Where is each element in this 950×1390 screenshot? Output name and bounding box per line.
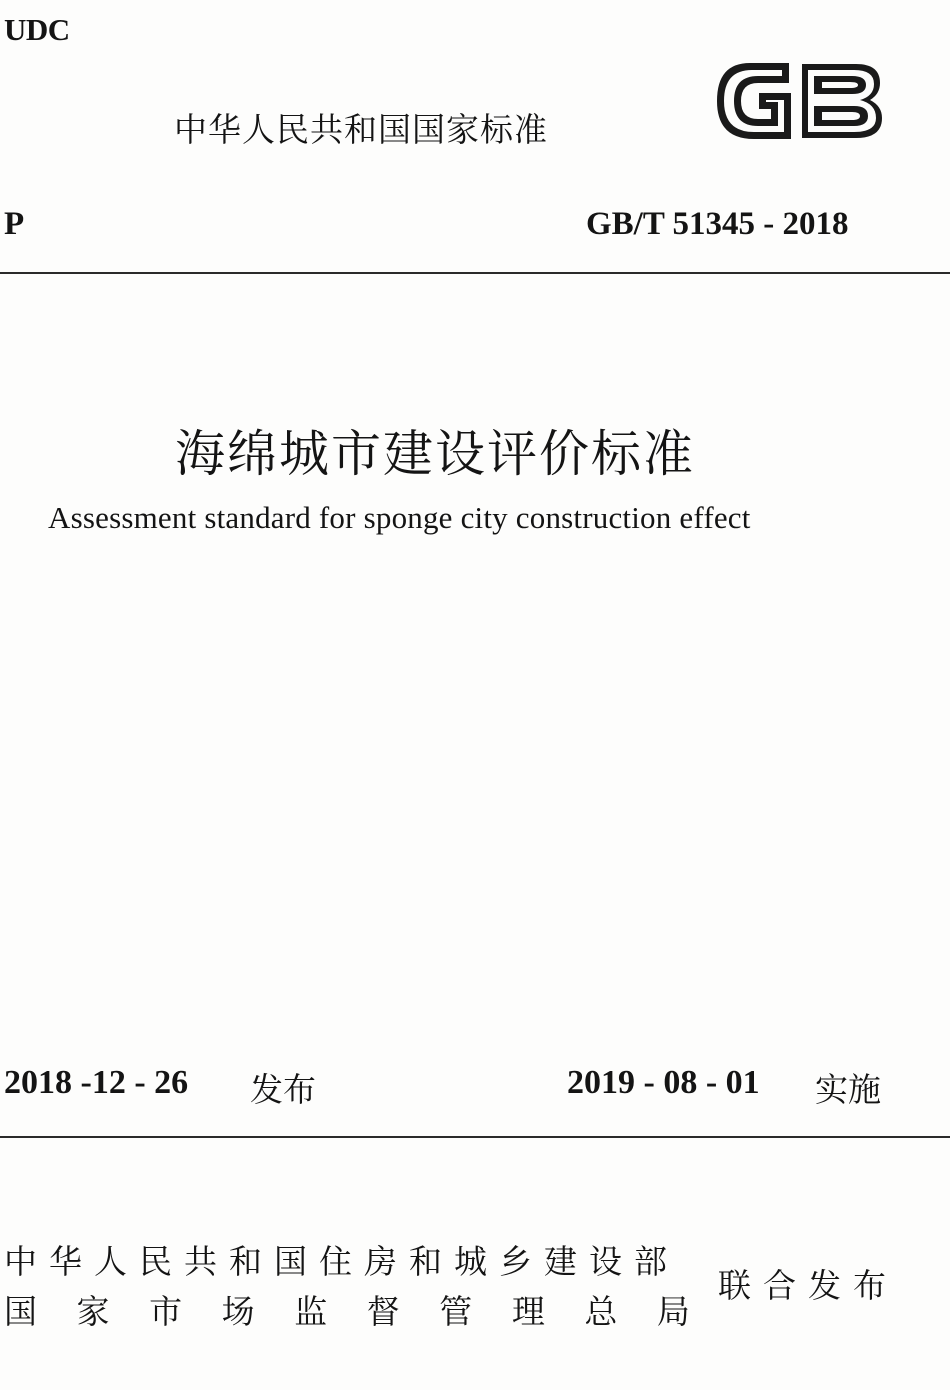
bottom-divider bbox=[0, 1136, 950, 1138]
publisher-char: 监 bbox=[294, 1292, 328, 1331]
publisher-char: 家 bbox=[76, 1292, 110, 1331]
udc-label: UDC bbox=[4, 12, 70, 47]
publisher-char: 管 bbox=[439, 1292, 473, 1331]
top-divider bbox=[0, 272, 950, 274]
standard-number: GB/T 51345 - 2018 bbox=[586, 206, 849, 242]
publisher-char: 场 bbox=[221, 1292, 255, 1331]
issue-date: 2018 -12 - 26 bbox=[4, 1064, 189, 1101]
publisher-administration bbox=[4, 1286, 690, 1333]
publisher-char: 总 bbox=[584, 1292, 618, 1331]
gb-logo bbox=[710, 56, 886, 146]
publisher-char: 理 bbox=[511, 1292, 545, 1331]
issue-label: 发布 bbox=[250, 1070, 316, 1109]
implementation-label: 实施 bbox=[815, 1070, 881, 1109]
document-title-english: Assessment standard for sponge city construction effect bbox=[48, 500, 751, 535]
publisher-char: 国 bbox=[4, 1292, 37, 1331]
national-standard-heading: 中华人民共和国国家标准 bbox=[174, 110, 548, 149]
publisher-char: 督 bbox=[366, 1292, 400, 1331]
category-code: P bbox=[4, 206, 25, 242]
document-title-chinese: 海绵城市建设评价标准 bbox=[175, 425, 695, 483]
joint-publish-label: 联合发布 bbox=[718, 1266, 898, 1305]
publisher-char: 市 bbox=[149, 1292, 183, 1331]
gb-logo-g-letter bbox=[718, 64, 790, 138]
publisher-ministry: 中华人民共和国住房和城乡建设部 bbox=[4, 1242, 679, 1281]
implementation-date: 2019 - 08 - 01 bbox=[567, 1064, 760, 1101]
gb-logo-b-letter bbox=[802, 64, 882, 138]
publisher-char: 局 bbox=[656, 1292, 690, 1331]
